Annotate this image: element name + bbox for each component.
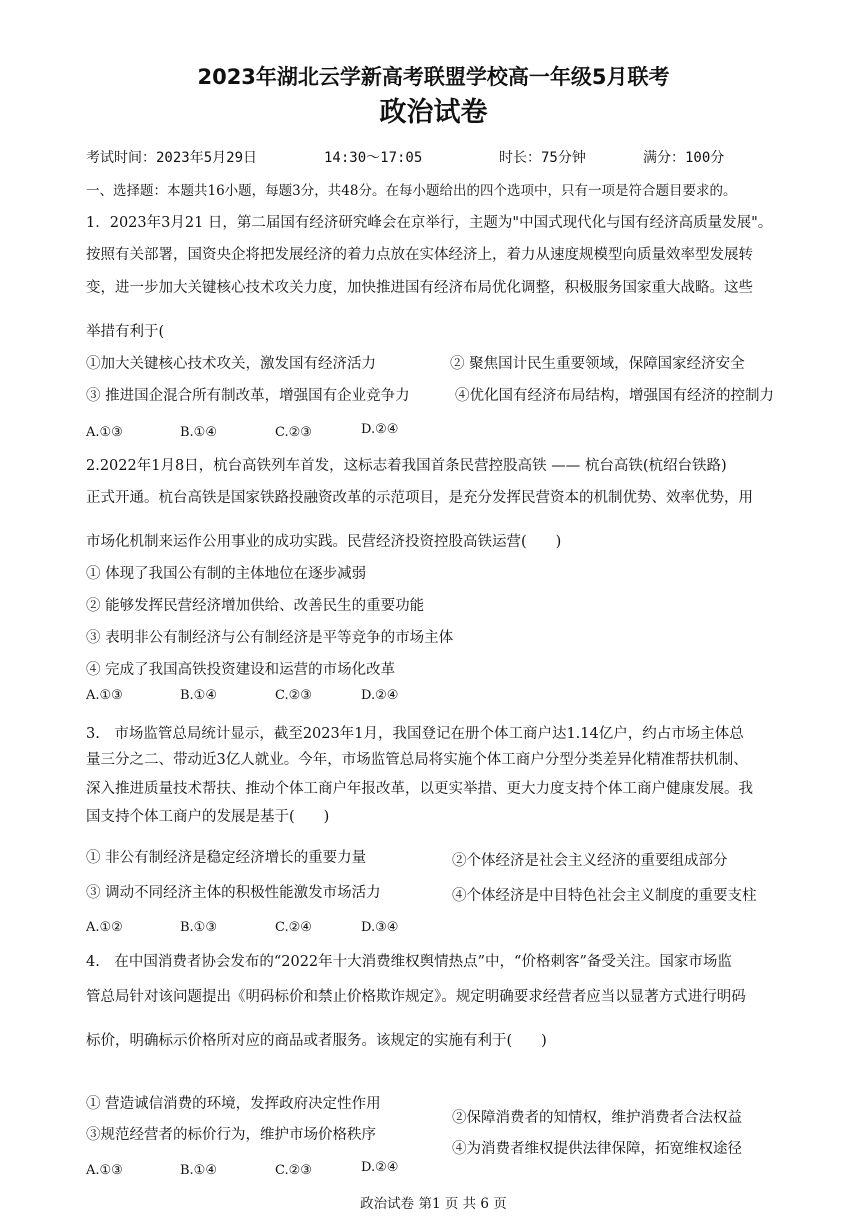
exam-date: 考试时间：2023年5月29日 (86, 150, 258, 166)
q1-line1: 1．2023年3月21 日，第二届国有经济研究峰会在京举行，主题为"中国式现代化与国有经济高质量发展"。 (86, 215, 773, 231)
q4-option-4: ④为消费者维权提供法律保障，拓宽维权途径 (452, 1141, 742, 1157)
q2-option-4: ④ 完成了我国高铁投资建设和运营的市场化改革 (86, 662, 396, 678)
q1-line3: 变，进一步加大关键核心技术攻关力度，加快推进国有经济布局优化调整，积极服务国家重大战略。这些 (86, 280, 753, 296)
page-footer: 政治试卷 第1 页 共 6 页 (360, 1196, 507, 1212)
q4-option-3: ③规范经营者的标价行为，维护市场价格秩序 (86, 1127, 376, 1143)
q3-line3: 深入推进质量技术帮扶、推动个体工商户年报改革，以更实举措、更大力度支持个体工商户健康发展。我 (86, 781, 753, 797)
q1-choice-d: D.②④ (361, 422, 399, 437)
q1-option-1: ①加大关键核心技术攻关，激发国有经济活力 (86, 356, 376, 372)
q2-choice-b: B.①④ (180, 688, 217, 703)
q1-option-2: ② 聚焦国计民生重要领域，保障国家经济安全 (450, 356, 745, 372)
q2-line1: 2.2022年1月8日，杭台高铁列车首发，这标志着我国首条民营控股高铁 —— 杭台高铁(杭绍台铁路) (86, 458, 727, 474)
q1-choice-c: C.②③ (275, 425, 312, 440)
q3-choice-c: C.②④ (275, 920, 312, 935)
q1-option-3: ③ 推进国企混合所有制改革，增强国有企业竞争力 (86, 388, 410, 404)
q2-choice-d: D.②④ (361, 688, 399, 703)
exam-duration: 时长：75分钟 (499, 150, 586, 166)
q4-option-1: ① 营造诚信消费的环境，发挥政府决定性作用 (86, 1096, 381, 1112)
q1-line2: 按照有关部署，国资央企将把发展经济的着力点放在实体经济上，着力从速度规模型向质量效率型发展转 (86, 247, 753, 263)
q1-option-4: ④优化国有经济布局结构，增强国有经济的控制力 (455, 388, 774, 404)
q2-option-1: ① 体现了我国公有制的主体地位在逐步减弱 (86, 566, 367, 582)
q3-choice-b: B.①③ (180, 920, 217, 935)
exam-time-range: 14:30～17:05 (324, 150, 423, 166)
exam-full-score: 满分：100分 (643, 150, 725, 166)
q1-line4: 举措有利于( (86, 324, 165, 340)
q4-line1: 4. 在中国消费者协会发布的“2022年十大消费维权舆情热点”中，“价格刺客”备受关注。国家市场监 (86, 954, 732, 970)
q2-line2: 正式开通。杭台高铁是国家铁路投融资改革的示范项目，是充分发挥民营资本的机制优势、效率优势，用 (86, 490, 753, 506)
q4-line3: 标价，明确标示价格所对应的商品或者服务。该规定的实施有利于( ) (86, 1033, 547, 1049)
q3-option-4: ④个体经济是中目特色社会主义制度的重要支柱 (452, 888, 757, 904)
q3-option-2: ②个体经济是社会主义经济的重要组成部分 (452, 853, 728, 869)
subject-title: 政治试卷 (379, 97, 488, 128)
q3-option-1: ① 非公有制经济是稳定经济增长的重要力量 (86, 850, 367, 866)
q1-choice-a: A.①③ (86, 425, 123, 440)
q2-line3: 市场化机制来运作公用事业的成功实践。民营经济投资控股高铁运营( ) (86, 534, 562, 550)
q4-choice-b: B.①④ (180, 1163, 217, 1178)
section-intro: 一、选择题：本题共16小题，每题3分，共48分。在每小题给出的四个选项中，只有一项是符合题目要求的。 (86, 183, 737, 199)
q2-option-3: ③ 表明非公有制经济与公有制经济是平等竞争的市场主体 (86, 630, 454, 646)
q3-choice-a: A.①② (86, 920, 123, 935)
q2-choice-c: C.②③ (275, 688, 312, 703)
q4-line2: 管总局针对该问题提出《明码标价和禁止价格欺诈规定》。规定明确要求经营者应当以显著方式进行明码 (86, 989, 746, 1005)
q3-line1: 3. 市场监管总局统计显示，截至2023年1月，我国登记在册个体工商户达1.14亿户，约占市场主体总 (86, 726, 744, 742)
q3-option-3: ③ 调动不同经济主体的积极性能激发市场活力 (86, 885, 381, 901)
q4-choice-c: C.②③ (275, 1163, 312, 1178)
q4-choice-a: A.①③ (86, 1163, 123, 1178)
q3-choice-d: D.③④ (361, 920, 399, 935)
q2-option-2: ② 能够发挥民营经济增加供给、改善民生的重要功能 (86, 598, 425, 614)
q3-line4: 国支持个体工商户的发展是基于( ) (86, 809, 330, 825)
q1-choice-b: B.①④ (180, 425, 217, 440)
q4-option-2: ②保障消费者的知情权，维护消费者合法权益 (452, 1110, 742, 1126)
q2-choice-a: A.①③ (86, 688, 123, 703)
exam-title: 2023年湖北云学新高考联盟学校高一年级5月联考 (197, 65, 670, 89)
q3-line2: 量三分之二、带动近3亿人就业。今年，市场监管总局将实施个体工商户分型分类差异化精准帮扶机制、 (86, 752, 748, 768)
q4-choice-d: D.②④ (361, 1160, 399, 1175)
